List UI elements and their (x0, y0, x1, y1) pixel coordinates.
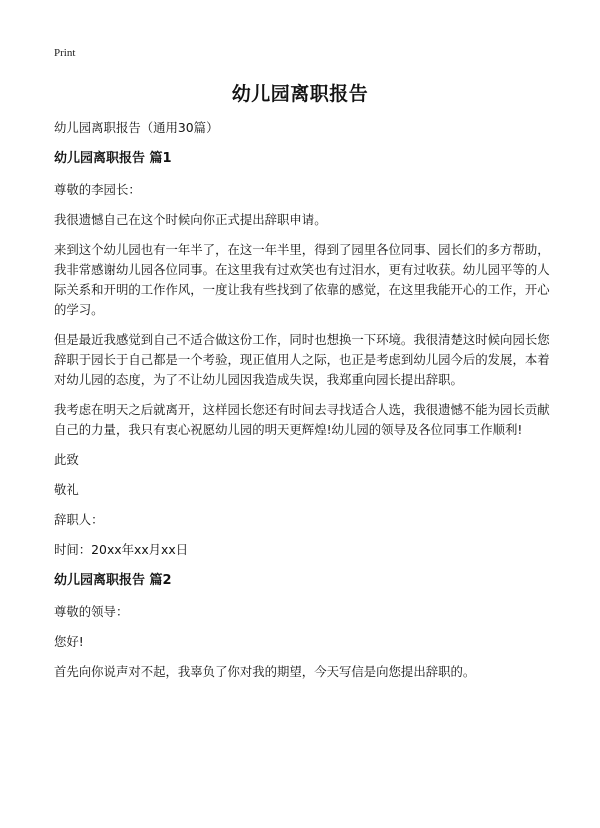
article-1-closing-1: 此致 (54, 452, 79, 467)
document-body (54, 118, 554, 692)
article-2-greeting: 尊敬的领导： (54, 604, 129, 619)
article-1-signer: 辞职人： (54, 512, 104, 527)
article-1-paragraph-4: 我考虑在明天之后就离开，这样园长您还有时间去寻找适合人选，我很遗憾不能为园长贡献自己的力量，我只有衷心祝愿幼儿园的明天更辉煌!幼儿园的领导及各位同事工作顺利! (54, 402, 550, 437)
document-subtitle: 幼儿园离职报告（通用30篇） (54, 120, 219, 135)
print-label: Print (54, 47, 76, 59)
article-2-hello: 您好! (54, 634, 84, 649)
article-2-paragraph-1: 首先向你说声对不起，我辜负了你对我的期望，今天写信是向您提出辞职的。 (54, 664, 476, 679)
article-1-date: 时间：20xx年xx月xx日 (54, 542, 189, 557)
article-2 (54, 570, 554, 682)
article-2-heading: 幼儿园离职报告 篇2 (54, 573, 172, 588)
article-1-paragraph-3: 但是最近我感觉到自己不适合做这份工作，同时也想换一下环境。我很清楚这时候向园长您辞职于园长于自己都是一个考验，现正值用人之际，也正是考虑到幼儿园今后的发展，本着对幼儿园的态度，为了不让幼儿园因我造成失误，我郑重向园长提出辞职。 (54, 332, 550, 387)
article-1-greeting: 尊敬的李园长： (54, 182, 141, 197)
article-1-paragraph-1: 我很遗憾自己在这个时候向你正式提出辞职申请。 (54, 212, 327, 227)
article-1-closing-2: 敬礼 (54, 482, 79, 497)
article-1-heading: 幼儿园离职报告 篇1 (54, 151, 172, 166)
page-title: 幼儿园离职报告 (231, 83, 369, 105)
article-1 (54, 148, 554, 560)
article-1-paragraph-2: 来到这个幼儿园也有一年半了，在这一年半里，得到了园里各位同事、园长们的多方帮助，我非常感谢幼儿园各位同事。在这里我有过欢笑也有过泪水，更有过收获。幼儿园平等的人际关系和开明的工作作风，一度让我有些找到了依靠的感觉，在这里我能开心的工作，开心的学习。 (54, 242, 550, 317)
